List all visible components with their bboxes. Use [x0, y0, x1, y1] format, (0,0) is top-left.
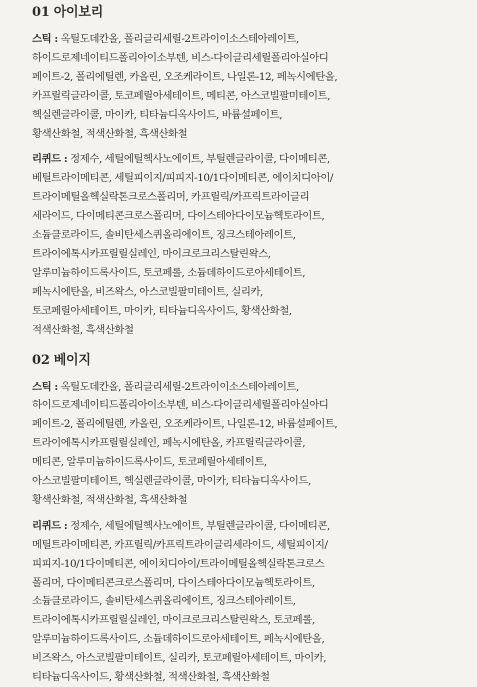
- ingredient-line: 알루미늄하이드록사이드, 토코페롤, 소듐데하이드로아세테이트,: [32, 264, 469, 283]
- ingredient-line: 스틱 : 옥틸도데칸올, 폴리글리세릴-2트라이이소스테아레이트,: [32, 378, 469, 397]
- ingredient-line: 소듐클로라이드, 솔비탄세스퀴올리에이트, 징크스테아레이트,: [32, 226, 469, 245]
- liquid-ingredients: [32, 150, 469, 339]
- shade-number: 01: [32, 5, 50, 20]
- ingredient-line: 하이드로제네이티드폴리아이소부텐, 비스-다이글리세릴폴리아실아디: [32, 49, 469, 68]
- ingredient-line: 아스코빌팔미테이트, 헥실렌글라이콜, 마이카, 티타늄디옥사이드,: [32, 472, 469, 491]
- ingredient-line: 소듐클로라이드, 솔비탄세스퀴올리에이트, 징크스테아레이트,: [32, 592, 469, 611]
- shade-title: [32, 351, 469, 371]
- shade-section-02: [32, 351, 469, 687]
- ingredient-line: 헥실렌글라이콜, 마이카, 티타늄디옥사이드, 바륨설페이트,: [32, 106, 469, 125]
- ingredient-line: 폴리머, 다이메티콘크로스폴리머, 다이스테아다이모늄헥토라이트,: [32, 574, 469, 593]
- ingredient-line: 적색산화철, 흑색산화철: [32, 321, 469, 340]
- ingredient-line: 트라이에톡시카프릴릴실레인, 마이크로크리스탈린왁스,: [32, 245, 469, 264]
- shade-name: 베이지: [54, 353, 91, 368]
- shade-number: 02: [32, 353, 50, 368]
- ingredient-line: 트라이에톡시카프릴릴실레인, 페녹시에탄올, 카프릴릭글라이콜,: [32, 434, 469, 453]
- ingredient-line: 페이트-2, 폴리에틸렌, 카올린, 오조케라이트, 나일론-12, 페녹시에탄올,: [32, 68, 469, 87]
- shade-name: 아이보리: [54, 5, 103, 20]
- ingredient-line: 피피지-10/1다이메티콘, 에이치디아이/트라이메틸올헥실락톤크로스: [32, 555, 469, 574]
- stick-label: 스틱 :: [32, 381, 58, 393]
- ingredient-line: 리퀴드 : 정제수, 세틸에틸헥사노에이트, 부틸렌글라이콜, 다이메티콘,: [32, 517, 469, 536]
- ingredient-line: 카프릴릭글라이콜, 토코페릴아세테이트, 메티콘, 아스코빌팔미테이트,: [32, 87, 469, 106]
- liquid-ingredients: [32, 517, 469, 687]
- ingredient-line: 메티콘, 알루미늄하이드록사이드, 토코페릴아세테이트,: [32, 453, 469, 472]
- stick-ingredients: [32, 30, 469, 143]
- ingredient-line: 페녹시에탄올, 비즈왁스, 아스코빌팔미테이트, 실리카,: [32, 283, 469, 302]
- shade-section-01: [32, 3, 469, 340]
- shade-title: [32, 3, 469, 23]
- ingredient-line: 황색산화철, 적색산화철, 흑색산화철: [32, 491, 469, 510]
- ingredient-line: 티타늄디옥사이드, 황색산화철, 적색산화철, 흑색산화철: [32, 668, 469, 687]
- ingredient-line: 황색산화철, 적색산화철, 흑색산화철: [32, 125, 469, 144]
- ingredient-line: 리퀴드 : 정제수, 세틸에틸헥사노에이트, 부틸렌글라이콜, 다이메티콘,: [32, 150, 469, 169]
- ingredient-line: 트라이에톡시카프릴릴실레인, 마이크로크리스탈린왁스, 토코페롤,: [32, 611, 469, 630]
- liquid-label: 리퀴드 :: [32, 153, 67, 165]
- ingredient-line: 비즈왁스, 아스코빌팔미테이트, 실리카, 토코페릴아세테이트, 마이카,: [32, 649, 469, 668]
- stick-label: 스틱 :: [32, 33, 58, 45]
- ingredient-line: 하이드로제네이티드폴리아이소부텐, 비스-다이글리세릴폴리아실아디: [32, 396, 469, 415]
- liquid-label: 리퀴드 :: [32, 520, 67, 532]
- ingredient-line: 베틸트라이메티콘, 세틸피이지/피피지-10/1다이메티콘, 에이치디아이/: [32, 169, 469, 188]
- ingredient-line: 세라이드, 다이메티콘크로스폴리머, 다이스테아다이모늄헥토라이트,: [32, 207, 469, 226]
- ingredient-line: 토코페릴아세테이트, 마이카, 티타늄디옥사이드, 황색산화철,: [32, 302, 469, 321]
- ingredient-line: 스틱 : 옥틸도데칸올, 폴리글리세릴-2트라이이소스테아레이트,: [32, 30, 469, 49]
- ingredient-line: 페이트-2, 폴리에틸렌, 카올린, 오조케라이트, 나일론-12, 바륨설페이트,: [32, 415, 469, 434]
- ingredient-line: 알루미늄하이드록사이드, 소듐데하이드로아세테이트, 페녹시에탄올,: [32, 630, 469, 649]
- ingredient-line: 트라이메틸올헥실락톤크로스폴리머, 카프릴릭/카프릭트라이글리: [32, 188, 469, 207]
- stick-ingredients: [32, 378, 469, 510]
- ingredient-line: 메틸트라이메티콘, 카프릴릭/카프릭트라이글리세라이드, 세틸피이지/: [32, 536, 469, 555]
